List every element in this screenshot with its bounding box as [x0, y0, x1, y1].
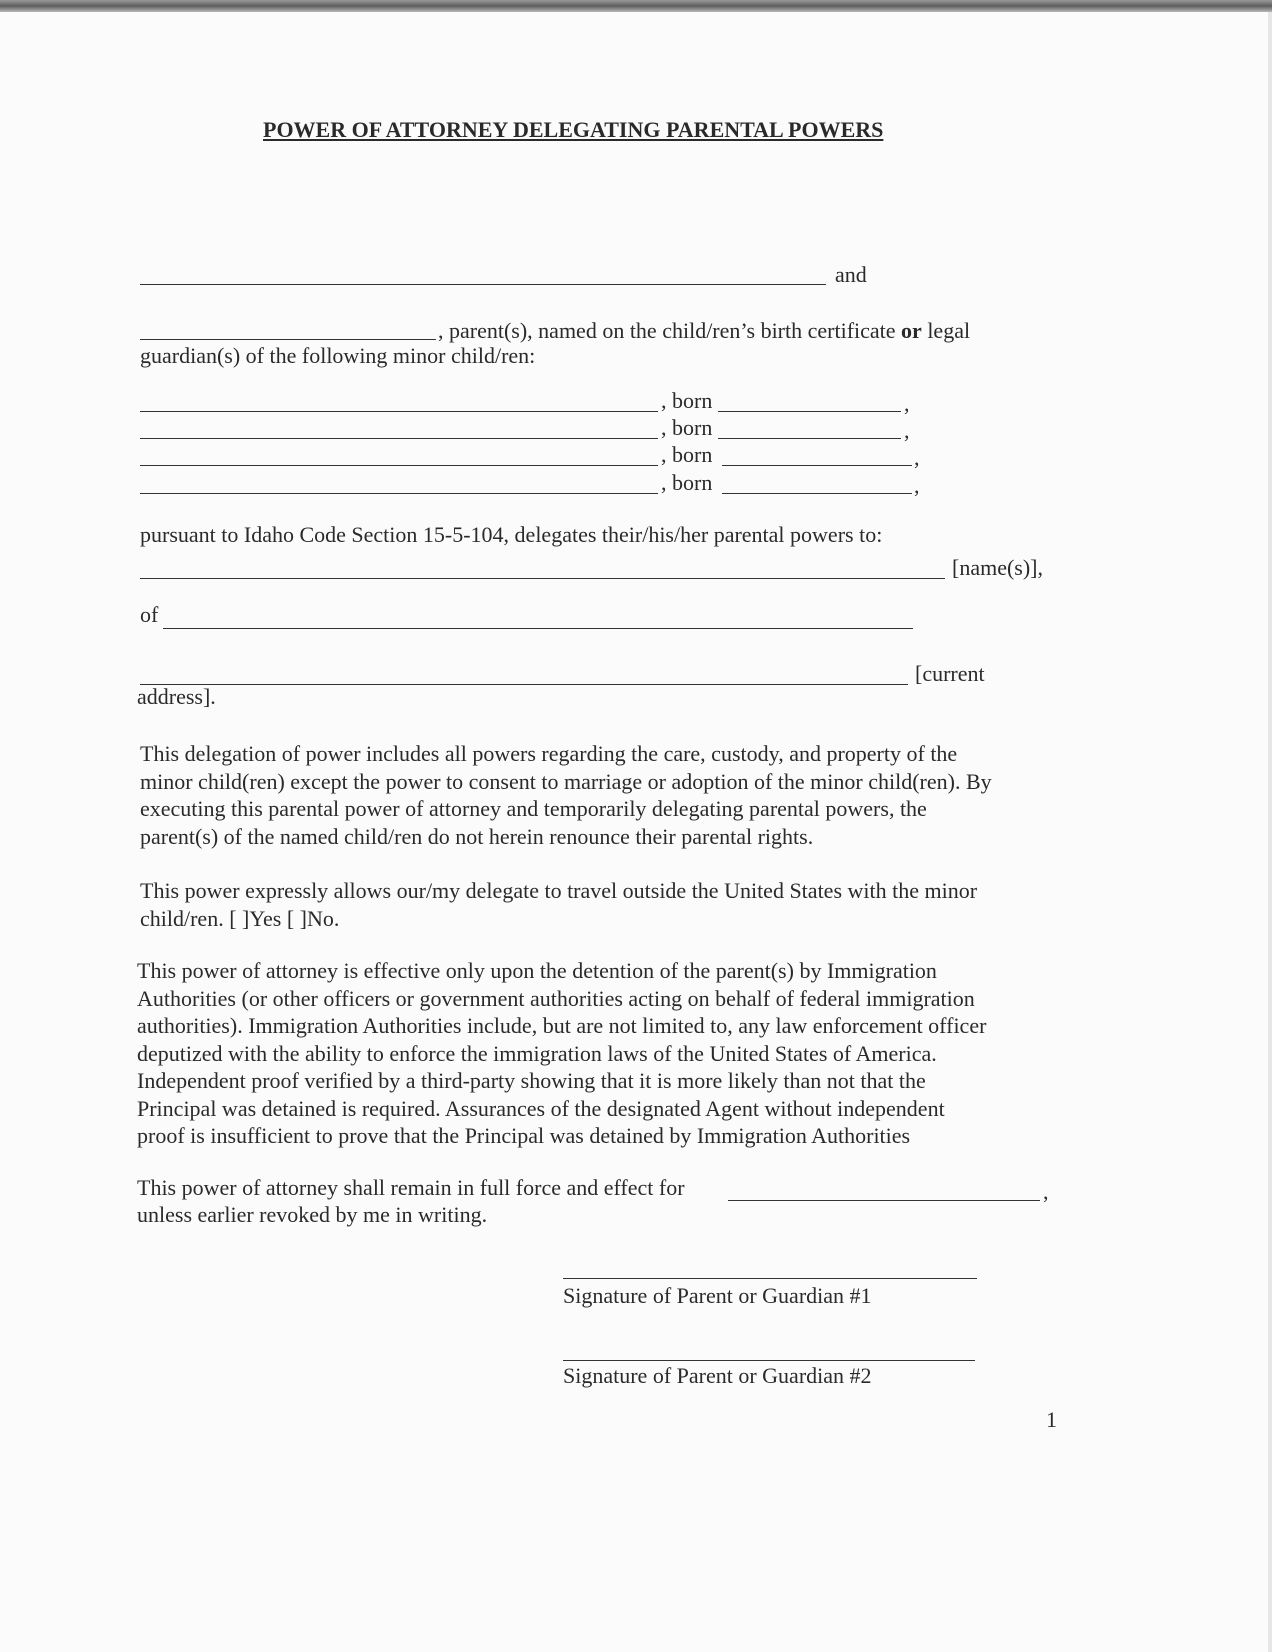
born-label: , born: [661, 388, 713, 413]
child-3-name-field[interactable]: [140, 465, 658, 466]
born-label: , born: [661, 415, 713, 440]
text-line: Authorities (or other officers or government authorities acting on behalf of federal immigration: [137, 985, 975, 1011]
signature-2-label: Signature of Parent or Guardian #2: [563, 1363, 872, 1388]
parent-2-name-field[interactable]: [140, 339, 436, 340]
delegation-paragraph: [140, 740, 992, 850]
child-1-birthdate-field[interactable]: [718, 411, 901, 412]
text-line: authorities). Immigration Authorities include, but are not limited to, any law enforcement officer: [137, 1013, 987, 1038]
effectiveness-paragraph: [137, 957, 986, 1150]
child-1-name-field[interactable]: [140, 411, 658, 412]
current-label: [current: [915, 661, 985, 686]
comma: ,: [904, 418, 910, 443]
names-label: [name(s)],: [952, 555, 1044, 580]
text-line: executing this parental power of attorney and temporarily delegating parental powers, the: [140, 796, 927, 821]
delegate-address-field-1[interactable]: [163, 628, 913, 629]
text-line: This power of attorney is effective only upon the detention of the parent(s) by Immigration: [137, 958, 937, 983]
text-line: deputized with the ability to enforce the immigration laws of the United States of America.: [137, 1040, 937, 1066]
born-label: , born: [661, 442, 713, 467]
comma: ,: [914, 473, 920, 498]
signature-1-field[interactable]: [563, 1278, 977, 1279]
guardian-line: guardian(s) of the following minor child/ren:: [140, 343, 536, 368]
text-line: This delegation of power includes all powers regarding the care, custody, and property of the: [140, 741, 958, 766]
delegate-address-field-2[interactable]: [140, 684, 908, 685]
text-line: minor child(ren) except the power to consent to marriage or adoption of the minor child(ren). By: [140, 768, 992, 794]
child-2-birthdate-field[interactable]: [718, 438, 901, 439]
child-4-name-field[interactable]: [140, 493, 658, 494]
signature-2-field[interactable]: [563, 1360, 975, 1361]
text-line: Principal was detained is required. Assurances of the designated Agent without independent: [137, 1095, 945, 1121]
and-label: and: [835, 262, 867, 287]
delegate-names-field[interactable]: [140, 578, 945, 579]
parents-description: [438, 317, 970, 344]
pursuant-text: pursuant to Idaho Code Section 15-5-104, delegates their/his/her parental powers to:: [140, 522, 883, 547]
comma: ,: [1043, 1179, 1049, 1204]
legal-text: legal: [921, 318, 971, 343]
address-label: address].: [137, 684, 216, 709]
text-line: This power expressly allows our/my delegate to travel outside the United States with the minor: [140, 878, 978, 903]
comma: ,: [914, 445, 920, 470]
page-title: POWER OF ATTORNEY DELEGATING PARENTAL POWERS: [263, 117, 884, 142]
parents-named-text: , parent(s), named on the child/ren’s birth certificate: [438, 318, 902, 343]
scan-edge-right: [1268, 12, 1272, 1652]
born-label: , born: [661, 470, 713, 495]
duration-field[interactable]: [728, 1200, 1040, 1201]
child-2-name-field[interactable]: [140, 438, 658, 439]
text-line: child/ren. [ ]Yes [ ]No.: [140, 905, 340, 931]
page-number: 1: [1046, 1407, 1057, 1432]
signature-1-label: Signature of Parent or Guardian #1: [563, 1283, 872, 1308]
of-label: of: [140, 602, 159, 627]
parent-1-name-field[interactable]: [140, 284, 826, 285]
text-line: proof is insufficient to prove that the Principal was detained by Immigration Authorities: [137, 1123, 911, 1148]
scan-edge: [0, 0, 1272, 12]
travel-paragraph: [140, 877, 977, 932]
or-emphasis: or: [901, 318, 922, 343]
revocation-text: unless earlier revoked by me in writing.: [137, 1202, 488, 1227]
text-line: parent(s) of the named child/ren do not herein renounce their parental rights.: [140, 823, 814, 849]
text-line: Independent proof verified by a third-party showing that it is more likely than not that the: [137, 1068, 926, 1093]
child-3-birthdate-field[interactable]: [722, 465, 912, 466]
duration-text: This power of attorney shall remain in full force and effect for: [137, 1175, 685, 1200]
child-4-birthdate-field[interactable]: [722, 493, 912, 494]
comma: ,: [904, 391, 910, 416]
